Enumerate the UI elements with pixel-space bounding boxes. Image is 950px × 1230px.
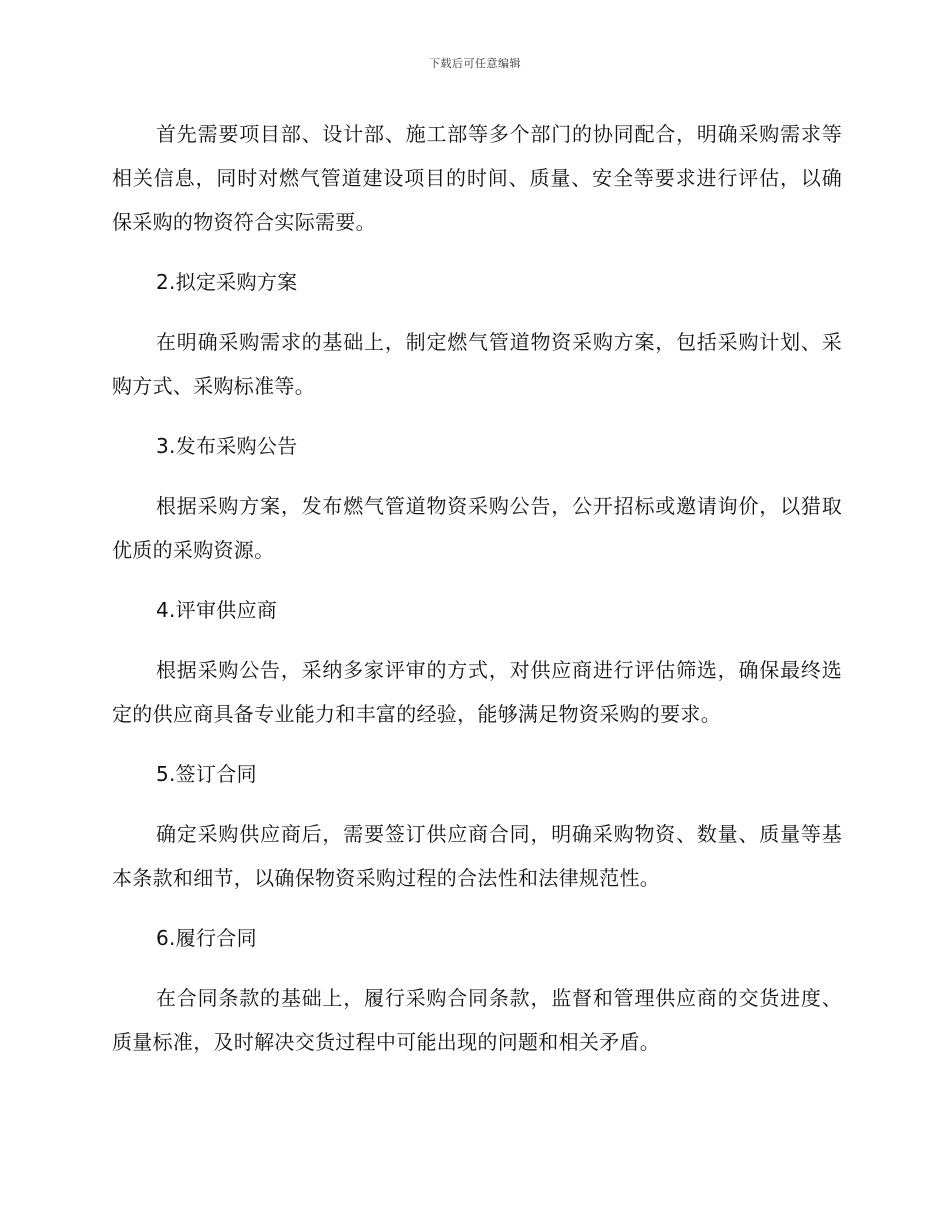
paragraph-sign-contract: 确定采购供应商后，需要签订供应商合同，明确采购物资、数量、质量等基本条款和细节，以确保物资采购过程的合法性和法律规范性。 (112, 822, 842, 890)
paragraph-review-suppliers: 根据采购公告，采纳多家评审的方式，对供应商进行评估筛选，确保最终选定的供应商具备专业能力和丰富的经验，能够满足物资采购的要求。 (112, 658, 842, 726)
page-header: 下载后可任意编辑 (429, 57, 521, 70)
heading-sign-contract: 5.签订合同 (156, 762, 257, 786)
heading-draft-plan: 2.拟定采购方案 (156, 270, 298, 294)
heading-review-suppliers: 4.评审供应商 (156, 598, 278, 622)
heading-perform-contract: 6.履行合同 (156, 926, 257, 950)
paragraph-draft-plan: 在明确采购需求的基础上，制定燃气管道物资采购方案，包括采购计划、采购方式、采购标准等。 (112, 330, 842, 398)
document-body (112, 112, 842, 1080)
paragraph-requirements: 首先需要项目部、设计部、施工部等多个部门的协同配合，明确采购需求等相关信息，同时对燃气管道建设项目的时间、质量、安全等要求进行评估，以确保采购的物资符合实际需要。 (112, 122, 842, 234)
heading-publish-notice: 3.发布采购公告 (156, 434, 298, 458)
paragraph-perform-contract: 在合同条款的基础上，履行采购合同条款，监督和管理供应商的交货进度、质量标准，及时解决交货过程中可能出现的问题和相关矛盾。 (112, 986, 842, 1054)
paragraph-publish-notice: 根据采购方案，发布燃气管道物资采购公告，公开招标或邀请询价，以猎取优质的采购资源。 (112, 494, 842, 562)
